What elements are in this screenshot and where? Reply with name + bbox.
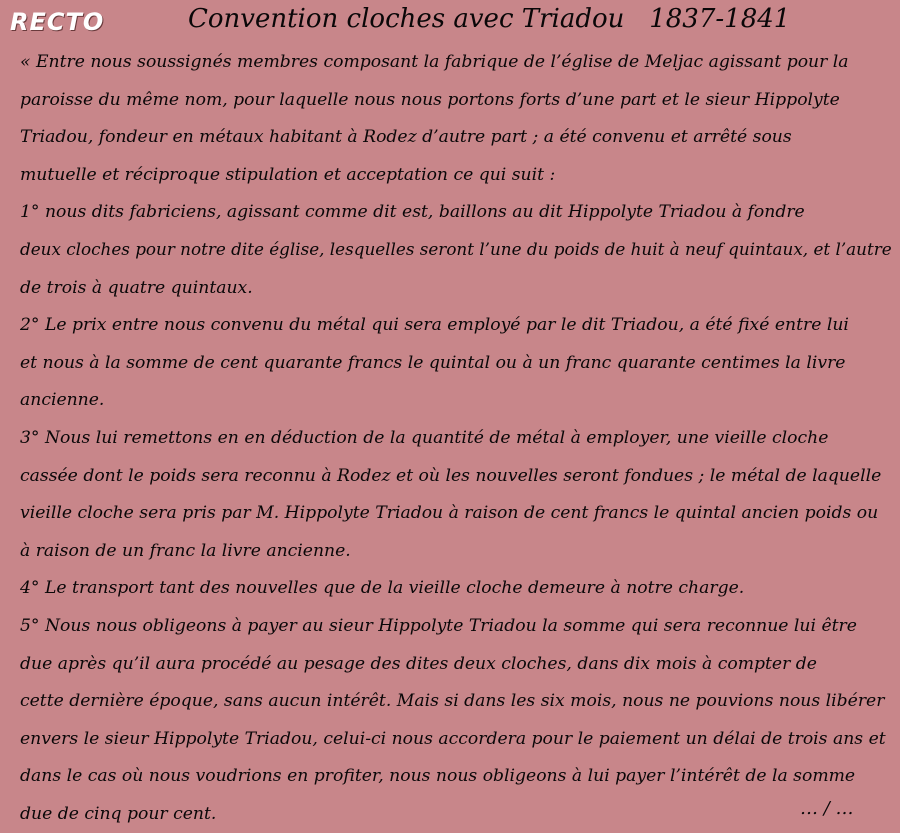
document-body (20, 44, 892, 833)
text-line: cette dernière époque, sans aucun intérêt. Mais si dans les six mois, nous ne pouvions nous libérer (20, 691, 885, 712)
text-line: 4° Le transport tant des nouvelles que de la vieille cloche demeure à notre charge. (20, 578, 745, 599)
text-line: deux cloches pour notre dite église, lesquelles seront l’une du poids de huit à neuf quintaux, et l’autre (20, 239, 892, 260)
text-line: 5° Nous nous obligeons à payer au sieur Hippolyte Triadou la somme qui sera reconnue lui être (20, 615, 857, 636)
text-line: de trois à quatre quintaux. (20, 277, 253, 298)
text-line: cassée dont le poids sera reconnu à Rodez et où les nouvelles seront fondues ; le métal de laquelle (20, 465, 882, 486)
text-line: dans le cas où nous voudrions en profiter, nous nous obligeons à lui payer l’intérêt de la somme (20, 766, 856, 787)
text-line: Triadou, fondeur en métaux habitant à Rodez d’autre part ; a été convenu et arrêté sous (20, 127, 792, 148)
text-line: 1° nous dits fabriciens, agissant comme dit est, baillons au dit Hippolyte Triadou à fondre (20, 202, 805, 223)
text-line: à raison de un franc la livre ancienne. (20, 540, 351, 561)
text-line: 2° Le prix entre nous convenu du métal qui sera employé par le dit Triadou, a été fixé entre lui (20, 315, 849, 336)
text-line: ancienne. (20, 390, 105, 411)
text-line: et nous à la somme de cent quarante francs le quintal ou à un franc quarante centimes la livre (20, 352, 846, 373)
text-line: due de cinq pour cent. (20, 803, 217, 824)
text-line: vieille cloche sera pris par M. Hippolyte Triadou à raison de cent francs le quintal ancien poids ou (20, 503, 879, 524)
text-line: paroisse du même nom, pour laquelle nous nous portons forts d’une part et le sieur Hippolyte (20, 89, 840, 110)
text-line: « Entre nous soussignés membres composant la fabrique de l’église de Meljac agissant pour la (20, 52, 849, 72)
text-line: mutuelle et réciproque stipulation et acceptation ce qui suit : (20, 164, 556, 185)
recto-label: RECTO (10, 8, 105, 36)
text-line: due après qu’il aura procédé au pesage des dites deux cloches, dans dix mois à compter de (20, 653, 817, 674)
text-line: envers le sieur Hippolyte Triadou, celui-ci nous accordera pour le paiement un délai de trois ans et (20, 728, 886, 749)
continuation-marker: … / … (800, 798, 854, 819)
text-line: 3° Nous lui remettons en en déduction de la quantité de métal à employer, une vieille cloche (20, 427, 829, 448)
document-title: Convention cloches avec Triadou 1837-1841 (188, 4, 791, 34)
